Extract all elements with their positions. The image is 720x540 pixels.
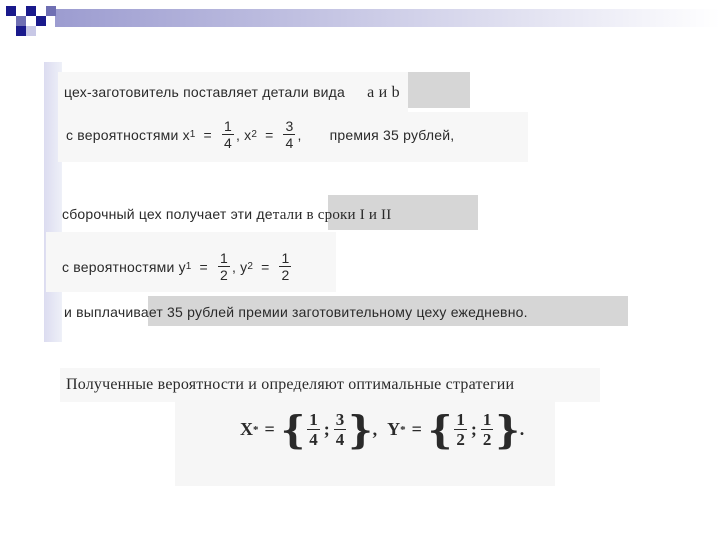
line-4-prefix: с вероятностями y (62, 258, 186, 275)
line-5-text: вает 35 рублей премии заготовительному цеху ежедневно. (133, 304, 528, 320)
denominator: 4 (309, 430, 318, 449)
denominator: 2 (219, 267, 228, 283)
denominator: 4 (335, 430, 345, 449)
deco-square (16, 26, 26, 36)
fraction (307, 410, 320, 449)
fraction (279, 250, 291, 283)
fraction (454, 410, 467, 449)
strategy-formula (240, 406, 525, 452)
equals-sign: = (265, 126, 274, 143)
star: * (253, 423, 259, 436)
line-1-tail: а и b (367, 84, 400, 101)
numerator: 1 (223, 118, 232, 134)
equals-sign: = (203, 126, 212, 143)
comma: , (372, 419, 378, 439)
semicolon: ; (323, 419, 330, 439)
period: . (519, 419, 525, 439)
equals-sign: = (199, 258, 208, 275)
y-label: Y (387, 419, 401, 439)
text-line-1 (64, 84, 400, 102)
line-2-prefix: с вероятностями x (66, 126, 190, 143)
fraction (222, 118, 234, 151)
subscript: 2 (247, 261, 254, 272)
header-decoration (0, 0, 720, 40)
left-brace: { (280, 406, 306, 452)
text-line-4 (62, 250, 293, 283)
numerator: 1 (281, 250, 290, 266)
line-5-head: и выплачи (64, 304, 134, 320)
subscript: 1 (189, 129, 196, 140)
deco-square (26, 6, 36, 16)
equals-sign: = (261, 258, 270, 275)
line-6-text: Полученные вероятности и определяют оптимальные стратегии (66, 376, 515, 393)
deco-square (6, 6, 16, 16)
deco-square (46, 6, 56, 16)
line-2-suffix: премия 35 рублей, (329, 126, 455, 143)
semicolon: ; (470, 419, 477, 439)
denominator: 2 (281, 267, 290, 283)
subscript: 2 (251, 129, 258, 140)
right-brace: } (495, 406, 520, 452)
scan-dark-patch (408, 72, 470, 108)
fraction (283, 118, 295, 151)
line-2-mid: , x (235, 126, 252, 143)
text-line-5 (64, 304, 528, 320)
x-label: X (240, 419, 253, 439)
numerator: 1 (482, 410, 492, 429)
left-brace: { (427, 406, 453, 452)
equals-sign: = (264, 419, 275, 439)
header-gradient-bar (55, 9, 720, 27)
denominator: 2 (482, 430, 492, 449)
denominator: 4 (223, 135, 232, 151)
numerator: 3 (335, 410, 345, 429)
numerator: 1 (309, 410, 318, 429)
equals-sign: = (411, 419, 422, 439)
line-1-text: цех-заготовитель поставляет детали вида (64, 84, 346, 100)
subscript: 1 (185, 261, 192, 272)
line-3-text: сборочный цех получает эти де (62, 206, 273, 222)
fraction (218, 250, 230, 283)
denominator: 4 (285, 135, 294, 151)
numerator: 3 (285, 118, 294, 134)
fraction (334, 410, 347, 449)
numerator: 1 (456, 410, 465, 429)
fraction (481, 410, 494, 449)
line-4-mid: , y (231, 258, 248, 275)
numerator: 1 (219, 250, 228, 266)
denominator: 2 (456, 430, 465, 449)
comma: , (297, 126, 302, 143)
deco-square (36, 16, 46, 26)
line-3-tail: тали в сроки I и II (272, 207, 392, 223)
star: * (400, 423, 406, 436)
deco-square (26, 26, 36, 36)
text-line-6 (66, 376, 514, 394)
right-brace: } (348, 406, 373, 452)
text-line-3 (62, 206, 391, 224)
deco-square (16, 16, 26, 26)
text-line-2 (66, 118, 454, 151)
